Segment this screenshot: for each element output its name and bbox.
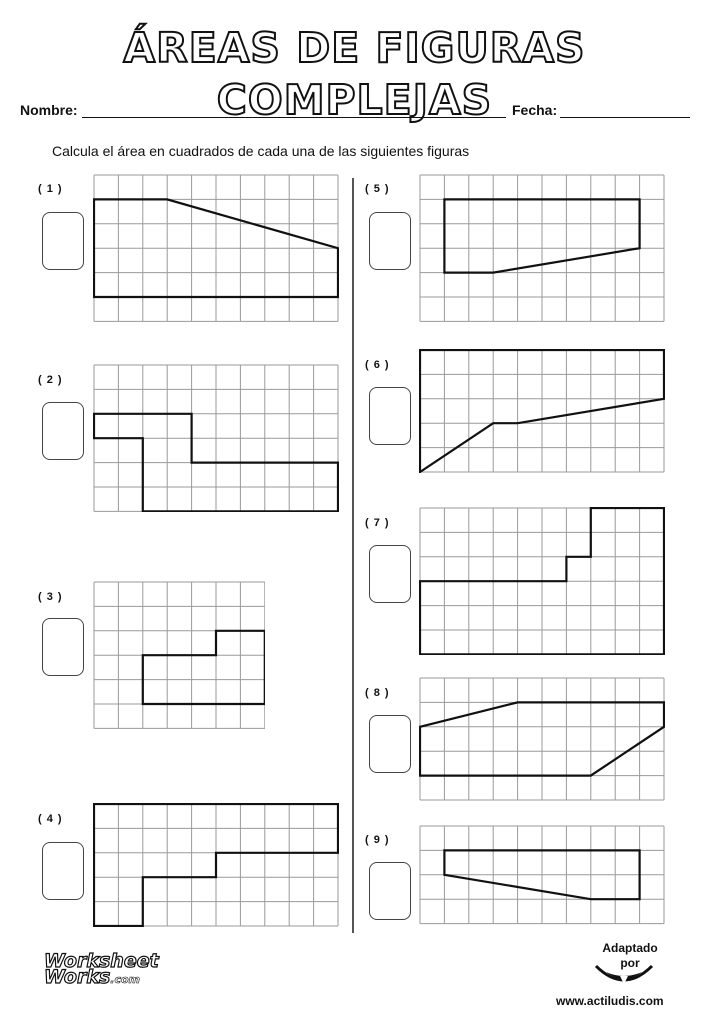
exercise-1-answer-box[interactable] [42, 212, 84, 270]
smile-logo-icon [592, 960, 656, 988]
adapted-line-2: por [620, 956, 640, 970]
exercise-8-grid [419, 677, 665, 801]
exercise-3-answer-box[interactable] [42, 618, 84, 676]
exercise-9-answer-box[interactable] [369, 862, 411, 920]
exercise-2-grid [93, 364, 339, 512]
exercise-6-answer-box[interactable] [369, 387, 411, 445]
exercise-9-number: ( 9 ) [365, 834, 390, 846]
adapted-line-1: Adaptado [602, 941, 658, 955]
instructions: Calcula el área en cuadrados de cada una de las siguientes figuras [52, 143, 470, 159]
exercise-4-grid [93, 803, 339, 927]
exercise-6-number: ( 6 ) [365, 359, 390, 371]
exercise-5-number: ( 5 ) [365, 183, 390, 195]
logo-line-1: Worksheet [44, 950, 159, 972]
exercise-4-answer-box[interactable] [42, 842, 84, 900]
actiludis-url[interactable]: www.actiludis.com [556, 994, 664, 1008]
date-field[interactable] [560, 117, 690, 118]
exercise-8-answer-box[interactable] [369, 715, 411, 773]
logo-line-2-text: Works [44, 966, 111, 988]
exercise-2-answer-box[interactable] [42, 402, 84, 460]
date-label: Fecha: [512, 102, 558, 118]
exercise-6-grid [419, 349, 665, 473]
exercise-1-grid [93, 174, 339, 322]
exercise-5-grid [419, 174, 665, 322]
logo-suffix: .com [110, 973, 141, 986]
page-title: ÁREAS DE FIGURAS COMPLEJAS [123, 24, 586, 124]
exercise-9-grid [419, 825, 665, 925]
complex-figure [143, 631, 265, 704]
exercise-3-grid [93, 581, 265, 729]
worksheetworks-logo [44, 950, 159, 988]
name-label: Nombre: [20, 102, 78, 118]
exercise-7-answer-box[interactable] [369, 545, 411, 603]
exercise-7-grid [419, 507, 665, 655]
exercise-1-number: ( 1 ) [38, 183, 63, 195]
exercise-2-number: ( 2 ) [38, 374, 63, 386]
exercise-7-number: ( 7 ) [365, 517, 390, 529]
column-divider [352, 178, 354, 933]
exercise-8-number: ( 8 ) [365, 687, 390, 699]
exercise-3-number: ( 3 ) [38, 591, 63, 603]
exercise-5-answer-box[interactable] [369, 212, 411, 270]
exercise-4-number: ( 4 ) [38, 813, 63, 825]
name-field[interactable] [82, 117, 506, 118]
